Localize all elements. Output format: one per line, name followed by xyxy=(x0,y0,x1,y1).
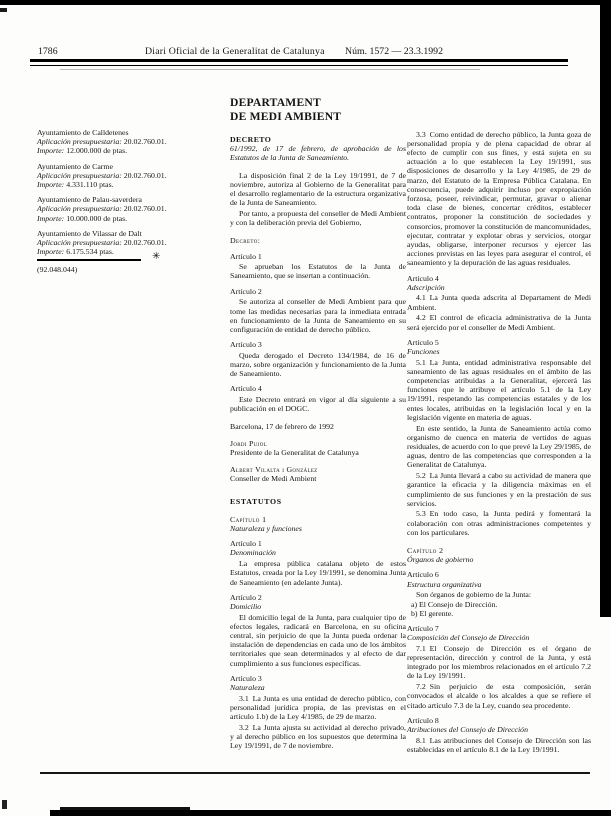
article-subtitle: Naturaleza xyxy=(230,683,265,693)
issue-number-date: Núm. 1572 — 23.3.1992 xyxy=(345,46,443,57)
department-title: DE MEDI AMBIENT xyxy=(230,109,342,123)
paragraph: 8.1 Las atribuciones del Consejo de Dirección son las establecidas en el artículo 8.1 de la Ley 19/1991. xyxy=(407,735,591,754)
amount-line: Importe: 6.175.534 ptas. xyxy=(37,247,114,257)
header-rule-thin xyxy=(30,65,568,66)
amount-line: Importe: 4.331.110 ptas. xyxy=(37,180,114,190)
statutes-heading: ESTATUTOS xyxy=(230,496,282,506)
signature-name: Albert Vilalta i González xyxy=(230,465,318,475)
paragraph: El domicilio legal de la Junta, para cualquier tipo de efectos legales, radicará en Barcelona, en su oficina central, sin perjuicio de que la Junta pueda ordenar la instalación de dependencias en cada uno de los ámbitos territoriales que sean determinados y al efecto de dar cumplimiento a sus funciones específicas. xyxy=(230,612,406,668)
municipality-name: Ayuntamiento de Palau-saverdera xyxy=(37,195,142,205)
paragraph: 5.2 La Junta llevará a cabo su actividad de manera que garantice la eficacia y la diligencia máximas en el cumplimiento de sus funciones y en la prestación de sus servicios. xyxy=(407,471,591,508)
paragraph: 3.3 Como entidad de derecho público, la Junta goza de personalidad propia y de plena capacidad de obrar al efecto de cumplir con sus fines, y está sujeta en su actuación a lo que establecen la Ley 19/1991, sus disposiciones de desarrollo y la Ley 4/1985, de 29 de marzo, del Estatuto de la Empresa Pública Catalana. En consecuencia, puede adquirir incluso por expropiación forzosa, poseer, reivindicar, permutar, gravar o alienar toda clase de bienes, concertar créditos, establecer contratos, proponer la constitución de sociedades y consorcios, promover la constitución de mancomunidades, ejecutar, contratar y explotar obras y servicios, otorgar ayudas, obligarse, interponer recursos y ejercer las acciones previstas en las leyes para asegurar el control, el saneamiento y la depuración de las aguas residuales. xyxy=(407,129,591,268)
paragraph: La empresa pública catalana objeto de estos Estatutos, creada por la Ley 19/1991, se denomina Junta de Saneamiento (en adelante Junta). xyxy=(230,559,406,587)
paragraph: 4.2 El control de eficacia administrativa de la Junta será ejercido por el conseller de Medi Ambient. xyxy=(407,313,591,332)
left-column xyxy=(37,128,218,275)
signature-role: Conseller de Medi Ambient xyxy=(230,474,317,484)
article-label: Artículo 6 xyxy=(407,570,439,580)
article-label: Artículo 4 xyxy=(230,384,262,394)
paragraph: 3.1 La Junta es una entidad de derecho público, con personalidad jurídica propia, de las previstas en el artículo 1.b) de la Ley 4/1985, de 29 de marzo. xyxy=(230,693,406,722)
article-label: Artículo 5 xyxy=(407,337,439,347)
footer-rule xyxy=(40,772,590,774)
asterisk-ornament: ✳ xyxy=(152,251,161,262)
chapter-heading: Capítulo 2 xyxy=(407,546,444,556)
scan-artifact-top xyxy=(0,0,611,5)
budget-line: Aplicación presupuestaria: 20.02.760.01. xyxy=(37,170,167,180)
page-number: 1786 xyxy=(38,46,58,57)
journal-title: Diari Oficial de la Generalitat de Catalunya xyxy=(145,46,325,57)
paragraph: 7.2 Sin perjuicio de esta composición, serán convocados el alcalde o los alcaldes a que se refiere el citado artículo 7.3 de la Ley, cuando sea procedente. xyxy=(407,682,591,710)
list-item: a) El Consejo de Dirección. xyxy=(411,599,498,609)
article-subtitle: Adscripción xyxy=(407,282,445,292)
paragraph: 5.1 La Junta, entidad administrativa responsable del saneamiento de las aguas residuales en el ámbito de las competencias atribuidas a la Generalitat, ejercerá las funciones que le atribuye el artículo 5.1 de la Ley 19/1991, respetando las competencias estatales y de los entes locales, atribuidas en la legislación local y en la legislación vigente en materia de aguas. xyxy=(407,357,591,422)
paragraph: 4.1 La Junta queda adscrita al Departament de Medi Ambient. xyxy=(407,293,591,312)
article-subtitle: Atribuciones del Consejo de Dirección xyxy=(407,724,528,734)
chapter-subtitle: Órganos de gobierno xyxy=(407,555,474,565)
paragraph: 3.2 La Junta ajusta su actividad al derecho privado, y al derecho público en los supuestos que determina la Ley 19/1991, de 7 de noviembre. xyxy=(230,722,406,751)
middle-column xyxy=(230,96,406,750)
article-label: Artículo 4 xyxy=(407,273,439,283)
article-label: Artículo 7 xyxy=(407,623,439,633)
amount-line: Importe: 10.000.000 de ptas. xyxy=(37,213,128,223)
municipality-name: Ayuntamiento de Carme xyxy=(37,161,113,171)
article-subtitle: Composición del Consejo de Dirección xyxy=(407,633,530,643)
article-label: Artículo 2 xyxy=(230,592,262,602)
article-label: Artículo 2 xyxy=(230,286,262,296)
decree-heading: Decreto: xyxy=(230,236,261,246)
paragraph: 5.3 En todo caso, la Junta pedirá y fomentará la colaboración con otras administraciones competentes y con los particulares. xyxy=(407,509,591,537)
right-column xyxy=(407,128,591,754)
paragraph: Este Decreto entrará en vigor al día siguiente a su publicación en el DOGC. xyxy=(230,395,406,414)
budget-line: Aplicación presupuestaria: 20.02.760.01. xyxy=(37,137,167,147)
article-label: Artículo 3 xyxy=(230,673,262,683)
budget-line: Aplicación presupuestaria: 20.02.760.01. xyxy=(37,238,167,248)
dateline: Barcelona, 17 de febrero de 1992 xyxy=(230,421,334,431)
paragraph: Son órganos de gobierno de la Junta: xyxy=(416,590,532,600)
paragraph: Queda derogado el Decreto 134/1984, de 16 de marzo, sobre organización y funcionamiento de la Junta de Saneamiento. xyxy=(230,350,406,379)
scan-artifact-bottom-fragment xyxy=(60,807,190,810)
paragraph: Se aprueban los Estatutos de la Junta de Saneamiento, que se insertan a continuación. xyxy=(230,262,406,281)
article-subtitle: Domicilio xyxy=(230,601,262,611)
decree-subtitle: 61/1992, de 17 de febrero, de aprobación de los Estatutos de la Junta de Saneamiento. xyxy=(230,144,406,163)
article-label: Artículo 3 xyxy=(230,340,262,350)
article-subtitle: Funciones xyxy=(407,346,440,356)
section-end-rule xyxy=(37,259,141,261)
municipality-name: Ayuntamiento de Calldetenes xyxy=(37,128,129,137)
paragraph: Por tanto, a propuesta del conseller de Medi Ambient y con la deliberación previa del Gobierno, xyxy=(230,208,406,228)
paragraph: 7.1 El Consejo de Dirección es el órgano de representación, dirección y control de la Junta, y está integrado por los miembros relacionados en el artículo 7.2 de la Ley 19/1991. xyxy=(407,643,591,681)
list-item: b) El gerente. xyxy=(411,608,454,618)
department-title: DEPARTAMENT xyxy=(230,96,321,109)
article-label: Artículo 1 xyxy=(230,251,262,261)
article-subtitle: Estructura organizativa xyxy=(407,579,482,589)
scan-artifact-bottom-speck xyxy=(2,800,7,809)
municipality-name: Ayuntamiento de Vilassar de Dalt xyxy=(37,228,142,238)
signature-name: Jordi Pujol xyxy=(230,438,268,448)
amount-line: Importe: 12.000.000 de ptas. xyxy=(37,146,128,156)
reference-number: (92.048.044) xyxy=(37,265,78,275)
signature-role: Presidente de la Generalitat de Catalunya xyxy=(230,447,359,457)
scan-artifact-bottom xyxy=(50,810,611,816)
paragraph: La disposición final 2 de la Ley 19/1991, de 7 de noviembre, autoriza al Gobierno de la Generalitat para el desarrollo reglamentario de la estructura organizativa de la Junta de Saneamiento. xyxy=(230,170,406,208)
paragraph: Se autoriza al conseller de Medi Ambient para que tome las medidas necesarias para la inmediata entrada en funcionamiento de la Junta de Saneamiento en su configuración de entidad de derecho público. xyxy=(230,297,406,334)
chapter-subtitle: Naturaleza y funciones xyxy=(230,524,302,533)
scan-artifact-left-tick xyxy=(0,8,7,12)
budget-line: Aplicación presupuestaria: 20.02.760.01. xyxy=(37,204,167,214)
decree-label: DECRETO xyxy=(230,135,272,144)
article-label: Artículo 8 xyxy=(407,715,439,725)
header-rule-ghost xyxy=(60,69,480,70)
page-header xyxy=(0,46,611,60)
article-subtitle: Denominación xyxy=(230,548,276,558)
header-rule-thick xyxy=(30,59,568,62)
chapter-heading: Capítulo 1 xyxy=(230,514,267,524)
scan-artifact-right xyxy=(600,0,611,617)
paragraph: En este sentido, la Junta de Saneamiento actúa como organismo de cuenca en materia de vertidos de aguas residuales, de acuerdo con lo que prevé la Ley 29/1985, de aguas, dentro de las competencias que corresponden a la Generalitat de Catalunya. xyxy=(407,423,591,470)
article-label: Artículo 1 xyxy=(230,539,262,549)
